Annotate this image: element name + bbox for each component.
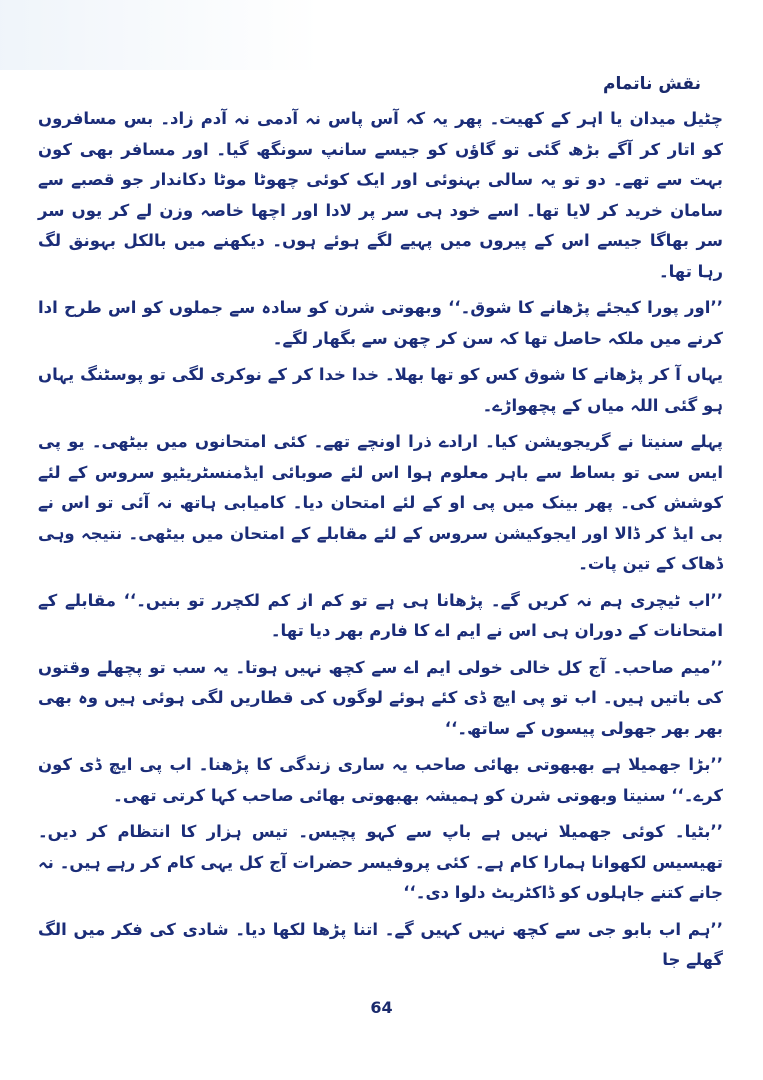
paragraph: ’’ہم اب بابو جی سے کچھ نہیں کہیں گے۔ اتنا پڑھا لکھا دیا۔ شادی کی فکر میں الگ گھلے جا bbox=[38, 919, 723, 969]
scan-smudge bbox=[0, 0, 320, 70]
paragraph: ’’بڑا جھمیلا ہے بھبھوتی بھائی صاحب یہ ساری زندگی کا پڑھنا۔ اب پی ایچ ڈی کون کرے۔‘‘ سنیتا وبھوتی شرن کو ہمیشہ بھبھوتی بھائی صاحب کہا کرتی تھی۔ bbox=[38, 755, 723, 805]
paragraph: یہاں آ کر پڑھانے کا شوق کس کو تھا بھلا۔ خدا خدا کر کے نوکری لگی تو پوسٹنگ یہاں ہو گئی اللہ میاں کے پچھواڑے۔ bbox=[38, 365, 723, 415]
running-header: نقش ناتمام bbox=[603, 74, 701, 94]
paragraph: پہلے سنیتا نے گریجویشن کیا۔ ارادے ذرا اونچے تھے۔ کئی امتحانوں میں بیٹھی۔ یو پی ایس سی تو بساط سے باہر معلوم ہوا اس لئے صوبائی ایڈمنسٹریٹیو سروس کے لئے کوشش کی۔ پھر بینک میں پی او کے لئے امتحان دیا۔ کامیابی ہاتھ نہ آئی تو اس نے بی ایڈ کر ڈالا اور ایجوکیشن سروس کے لئے مقابلے کے امتحان میں بیٹھی۔ نتیجہ وہی ڈھاک کے تین پات۔ bbox=[38, 432, 723, 573]
paragraph: چٹیل میدان یا اہر کے کھیت۔ پھر یہ کہ آس پاس نہ آدمی نہ آدم زاد۔ بس مسافروں کو اتار کر آگے بڑھ گئی تو گاؤں کو جیسے سانپ سونگھ گیا۔ اور مسافر بھی کون بہت سے تھے۔ دو تو یہ سالی بہنوئی اور ایک کوئی چھوٹا موٹا دکاندار جو قصبے سے سامان خرید کر لایا تھا۔ اسے خود ہی سر پر لادا اور اچھا خاصہ وزن لے کر یوں سر سر بھاگا جیسے اس کے پیروں میں پہیے لگے ہوئے ہوں۔ دیکھنے میں بالکل بہونق لگ رہا تھا۔ bbox=[38, 109, 723, 281]
paragraph: ’’اب ٹیچری ہم نہ کریں گے۔ پڑھانا ہی ہے تو کم از کم لکچرر تو بنیں۔‘‘ مقابلے کے امتحانات کے دوران ہی اس نے ایم اے کا فارم بھر دیا تھا۔ bbox=[38, 590, 723, 640]
paragraph: ’’اور پورا کیجئے پڑھانے کا شوق۔‘‘ وبھوتی شرن کو سادہ سے جملوں کو اس طرح ادا کرنے میں ملکہ حاصل تھا کہ سن کر چھن سے بگھار لگے۔ bbox=[38, 298, 723, 348]
paragraph: ’’میم صاحب۔ آج کل خالی خولی ایم اے سے کچھ نہیں ہوتا۔ یہ سب تو پچھلے وقتوں کی باتیں ہیں۔ اب تو پی ایچ ڈی کئے ہوئے لوگوں کی قطاریں لگی ہوئی ہیں وہ بھی بھر بھر جھولی پیسوں کے ساتھ۔‘‘ bbox=[38, 657, 723, 738]
body-text bbox=[38, 104, 723, 978]
paragraph: ’’بٹیا۔ کوئی جھمیلا نہیں ہے باپ سے کہو پچیس۔ تیس ہزار کا انتظام کر دیں۔ تھیسیس لکھوانا ہمارا کام ہے۔ کئی پروفیسر حضرات آج کل یہی کام کر رہے ہیں۔ نہ جانے کتنے جاہلوں کو ڈاکٹریٹ دلوا دی۔‘‘ bbox=[38, 822, 723, 902]
page-number: 64 bbox=[370, 998, 393, 1017]
